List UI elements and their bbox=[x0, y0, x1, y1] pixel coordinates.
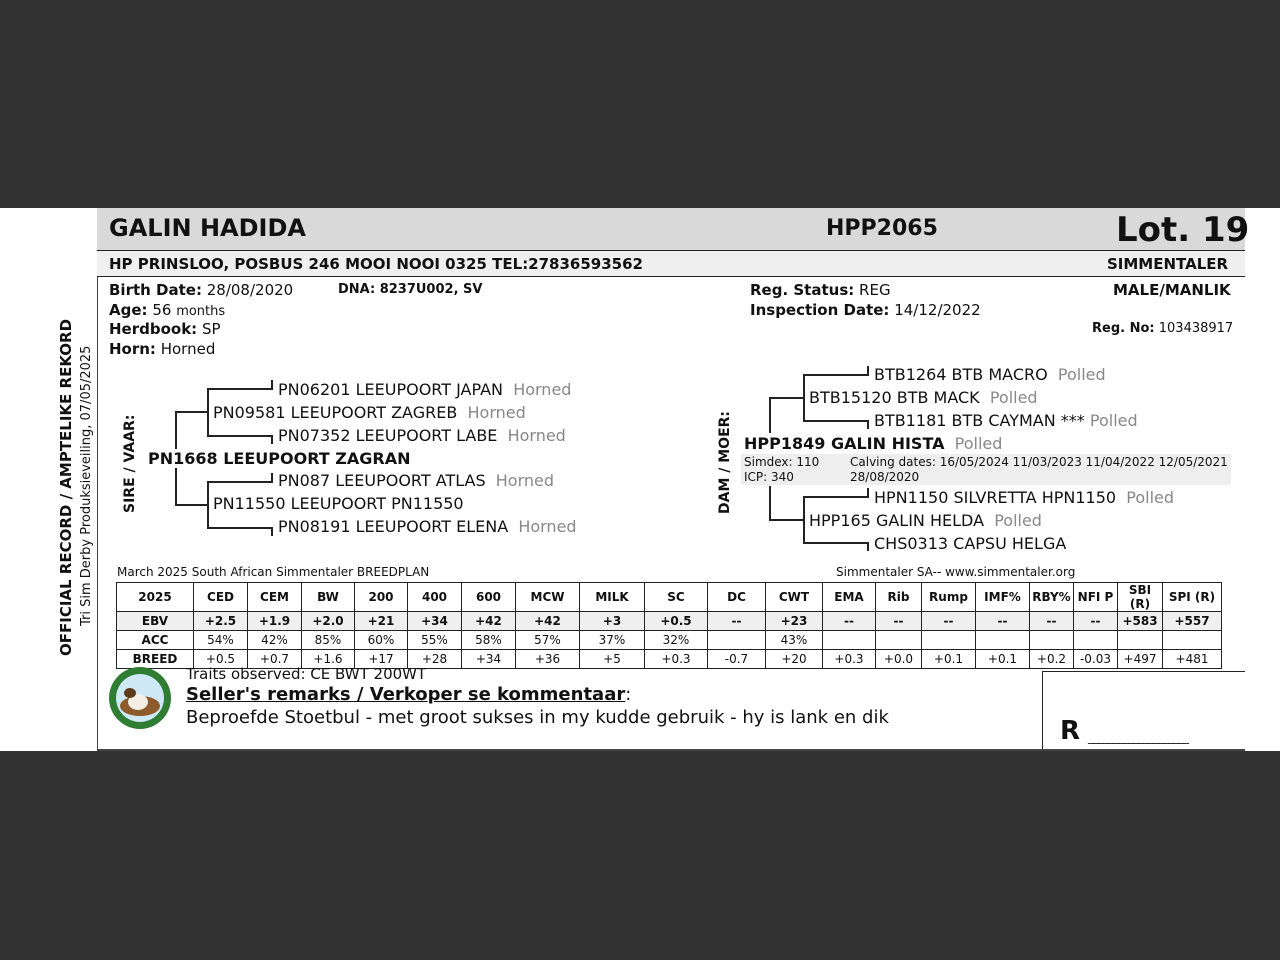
dna-info: DNA: 8237U002, SV bbox=[338, 282, 483, 297]
table-cell: -0.7 bbox=[708, 650, 766, 669]
table-cell: +0.5 bbox=[194, 650, 248, 669]
breedplan-header-row bbox=[117, 583, 1222, 612]
table-cell: 42% bbox=[248, 631, 302, 650]
table-cell: -- bbox=[1074, 612, 1118, 631]
table-cell: +497 bbox=[1118, 650, 1163, 669]
dam-dam-sire bbox=[874, 488, 1174, 507]
horn-value: Horned bbox=[160, 340, 216, 358]
ds-name: BTB15120 BTB MACK bbox=[809, 388, 980, 407]
dd-horn: Polled bbox=[994, 511, 1042, 530]
col-header: SBI (R) bbox=[1118, 583, 1163, 612]
inspection-value: 14/12/2022 bbox=[894, 301, 981, 319]
herdbook bbox=[109, 320, 221, 338]
remarks-title: Seller's remarks / Verkoper se kommentaar bbox=[186, 684, 626, 705]
table-cell: +0.3 bbox=[645, 650, 708, 669]
auction-label: Tri Sim Derby Produksieveiling, 07/05/2025 bbox=[79, 345, 94, 626]
col-header: CWT bbox=[766, 583, 823, 612]
table-cell: 60% bbox=[355, 631, 408, 650]
row-label: EBV bbox=[117, 612, 194, 631]
table-cell: +17 bbox=[355, 650, 408, 669]
dam-sire-dam bbox=[874, 411, 1138, 430]
price-symbol: R bbox=[1060, 716, 1081, 746]
dam-name-text: HPP1849 GALIN HISTA bbox=[744, 434, 945, 453]
col-header: 400 bbox=[408, 583, 462, 612]
horn bbox=[109, 340, 215, 358]
table-cell: +42 bbox=[462, 612, 516, 631]
sire-dam: PN11550 LEEUPOORT PN11550 bbox=[213, 494, 464, 513]
table-cell bbox=[708, 631, 766, 650]
table-cell bbox=[876, 631, 922, 650]
table-cell: +5 bbox=[580, 650, 645, 669]
birth-value: 28/08/2020 bbox=[206, 281, 294, 299]
table-cell bbox=[1163, 631, 1222, 650]
table-cell: +0.3 bbox=[823, 650, 876, 669]
breed-name: SIMMENTALER bbox=[1107, 255, 1229, 273]
age-value: 56 bbox=[152, 301, 172, 319]
logo-icon bbox=[108, 666, 172, 730]
table-cell: -- bbox=[976, 612, 1030, 631]
col-header: MILK bbox=[580, 583, 645, 612]
table-cell: 57% bbox=[516, 631, 580, 650]
col-header: CED bbox=[194, 583, 248, 612]
col-header: 200 bbox=[355, 583, 408, 612]
official-record-label: OFFICIAL RECORD / AMPTELIKE REKORD bbox=[57, 318, 75, 656]
table-cell: +34 bbox=[408, 612, 462, 631]
age-label: Age: bbox=[109, 301, 148, 319]
ss-name: PN09581 LEEUPOORT ZAGREB bbox=[213, 403, 458, 422]
table-cell: +0.1 bbox=[922, 650, 976, 669]
table-cell: 37% bbox=[580, 631, 645, 650]
remarks-heading bbox=[186, 684, 631, 705]
col-header: NFI P bbox=[1074, 583, 1118, 612]
table-cell: -0.03 bbox=[1074, 650, 1118, 669]
ssd-horn: Horned bbox=[507, 426, 566, 445]
birth-date bbox=[109, 281, 293, 299]
col-header: SPI (R) bbox=[1163, 583, 1222, 612]
dam-sire bbox=[809, 388, 1038, 407]
dds-horn: Polled bbox=[1126, 488, 1175, 507]
dam-name bbox=[744, 434, 1002, 453]
sss-horn: Horned bbox=[513, 380, 572, 399]
col-header: 600 bbox=[462, 583, 516, 612]
calving-dates: Calving dates: 16/05/2024 11/03/2023 11/04/2022 12/05/2021 bbox=[850, 455, 1228, 469]
birth-label: Birth Date: bbox=[109, 281, 202, 299]
dsd-horn: Polled bbox=[1089, 411, 1138, 430]
seller-remarks: Beproefde Stoetbul - met groot sukses in my kudde gebruik - hy is lank en dik bbox=[186, 707, 889, 728]
sire-sire bbox=[213, 403, 526, 422]
col-header: 2025 bbox=[117, 583, 194, 612]
inspection-label: Inspection Date: bbox=[750, 301, 890, 319]
table-cell: +583 bbox=[1118, 612, 1163, 631]
simmentaler-logo bbox=[108, 666, 172, 730]
table-cell bbox=[823, 631, 876, 650]
table-cell: 58% bbox=[462, 631, 516, 650]
table-cell: +0.5 bbox=[645, 612, 708, 631]
sdd-horn: Horned bbox=[518, 517, 577, 536]
table-cell bbox=[1118, 631, 1163, 650]
ssd-name: PN07352 LEEUPOORT LABE bbox=[278, 426, 498, 445]
inspection-date bbox=[750, 301, 981, 319]
table-cell: +2.5 bbox=[194, 612, 248, 631]
col-header: EMA bbox=[823, 583, 876, 612]
row-label: ACC bbox=[117, 631, 194, 650]
price-line: ____________________ bbox=[1088, 730, 1188, 744]
table-cell bbox=[922, 631, 976, 650]
reg-no bbox=[1092, 321, 1233, 336]
sex: MALE/MANLIK bbox=[1113, 281, 1231, 299]
table-cell: +0.7 bbox=[248, 650, 302, 669]
ebv-row bbox=[117, 612, 1222, 631]
age bbox=[109, 301, 225, 319]
row-label: BREED bbox=[117, 650, 194, 669]
owner-info: HP PRINSLOO, POSBUS 246 MOOI NOOI 0325 TEL:27836593562 bbox=[109, 255, 643, 273]
sss-name: PN06201 LEEUPOORT JAPAN bbox=[278, 380, 504, 399]
table-cell: +2.0 bbox=[302, 612, 355, 631]
table-cell: -- bbox=[1030, 612, 1074, 631]
col-header: RBY% bbox=[1030, 583, 1074, 612]
col-header: IMF% bbox=[976, 583, 1030, 612]
col-header: MCW bbox=[516, 583, 580, 612]
table-cell: +21 bbox=[355, 612, 408, 631]
col-header: CEM bbox=[248, 583, 302, 612]
dam-sire-sire bbox=[874, 365, 1106, 384]
reg-no-value: 103438917 bbox=[1158, 321, 1234, 336]
sire-label: SIRE / VAAR: bbox=[122, 414, 138, 513]
table-cell: +0.2 bbox=[1030, 650, 1074, 669]
lot-card bbox=[0, 208, 1280, 751]
col-header: Rump bbox=[922, 583, 976, 612]
table-cell: +3 bbox=[580, 612, 645, 631]
col-header: BW bbox=[302, 583, 355, 612]
herdbook-value: SP bbox=[201, 320, 221, 338]
breedplan-table bbox=[116, 582, 1222, 669]
table-cell: -- bbox=[922, 612, 976, 631]
lot-number: Lot. 19 bbox=[1116, 210, 1250, 250]
reg-no-label: Reg. No: bbox=[1092, 321, 1155, 336]
dss-name: BTB1264 BTB MACRO bbox=[874, 365, 1048, 384]
table-cell: +28 bbox=[408, 650, 462, 669]
table-cell: +34 bbox=[462, 650, 516, 669]
sds-name: PN087 LEEUPOORT ATLAS bbox=[278, 471, 486, 490]
reg-status-label: Reg. Status: bbox=[750, 281, 855, 299]
dam-dam-dam: CHS0313 CAPSU HELGA bbox=[874, 534, 1067, 553]
table-cell: +481 bbox=[1163, 650, 1222, 669]
sire-sire-sire bbox=[278, 380, 571, 399]
table-cell bbox=[1074, 631, 1118, 650]
table-cell: +36 bbox=[516, 650, 580, 669]
sire-dam-dam bbox=[278, 517, 577, 536]
col-header: SC bbox=[645, 583, 708, 612]
table-cell: +20 bbox=[766, 650, 823, 669]
dds-name: HPN1150 SILVRETTA HPN1150 bbox=[874, 488, 1117, 507]
table-cell: +1.9 bbox=[248, 612, 302, 631]
ss-horn: Horned bbox=[467, 403, 526, 422]
table-cell bbox=[976, 631, 1030, 650]
reg-status bbox=[750, 281, 891, 299]
dam-dam bbox=[809, 511, 1042, 530]
calving-dates-2: 28/08/2020 bbox=[850, 470, 920, 484]
table-cell: -- bbox=[876, 612, 922, 631]
bottom-border bbox=[97, 749, 1245, 751]
icp: ICP: 340 bbox=[744, 470, 794, 484]
dd-name: HPP165 GALIN HELDA bbox=[809, 511, 985, 530]
table-cell: +23 bbox=[766, 612, 823, 631]
horn-label: Horn: bbox=[109, 340, 156, 358]
breedplan-caption: March 2025 South African Simmentaler BREEDPLAN bbox=[117, 565, 430, 579]
sire-sire-dam bbox=[278, 426, 566, 445]
table-cell: 85% bbox=[302, 631, 355, 650]
dam-label: DAM / MOER: bbox=[717, 410, 733, 514]
breedplan-source: Simmentaler SA-- www.simmentaler.org bbox=[836, 565, 1076, 579]
sire-dam-sire bbox=[278, 471, 554, 490]
dss-horn: Polled bbox=[1057, 365, 1106, 384]
table-cell: 54% bbox=[194, 631, 248, 650]
table-cell: -- bbox=[708, 612, 766, 631]
sds-horn: Horned bbox=[495, 471, 555, 490]
table-cell: +1.6 bbox=[302, 650, 355, 669]
table-cell bbox=[1030, 631, 1074, 650]
traits-observed: Traits observed: CE BWT 200WT bbox=[186, 665, 427, 683]
table-cell: 32% bbox=[645, 631, 708, 650]
col-header: Rib bbox=[876, 583, 922, 612]
reg-status-value: REG bbox=[859, 281, 891, 299]
age-unit: months bbox=[176, 304, 226, 319]
dsd-name: BTB1181 BTB CAYMAN *** bbox=[874, 411, 1085, 430]
table-cell: +0.0 bbox=[876, 650, 922, 669]
ds-horn: Polled bbox=[989, 388, 1038, 407]
table-cell: 55% bbox=[408, 631, 462, 650]
col-header: DC bbox=[708, 583, 766, 612]
dam-horn: Polled bbox=[954, 434, 1003, 453]
registration-code: HPP2065 bbox=[826, 216, 938, 241]
table-cell: +0.1 bbox=[976, 650, 1030, 669]
table-cell: -- bbox=[823, 612, 876, 631]
sdd-name: PN08191 LEEUPOORT ELENA bbox=[278, 517, 509, 536]
animal-name: GALIN HADIDA bbox=[109, 214, 306, 242]
table-cell: +42 bbox=[516, 612, 580, 631]
sire-name: PN1668 LEEUPOORT ZAGRAN bbox=[148, 449, 411, 468]
table-cell: 43% bbox=[766, 631, 823, 650]
simdex: Simdex: 110 bbox=[744, 455, 820, 469]
herdbook-label: Herdbook: bbox=[109, 320, 198, 338]
remarks-colon: : bbox=[625, 684, 632, 705]
table-cell: +557 bbox=[1163, 612, 1222, 631]
acc-row bbox=[117, 631, 1222, 650]
